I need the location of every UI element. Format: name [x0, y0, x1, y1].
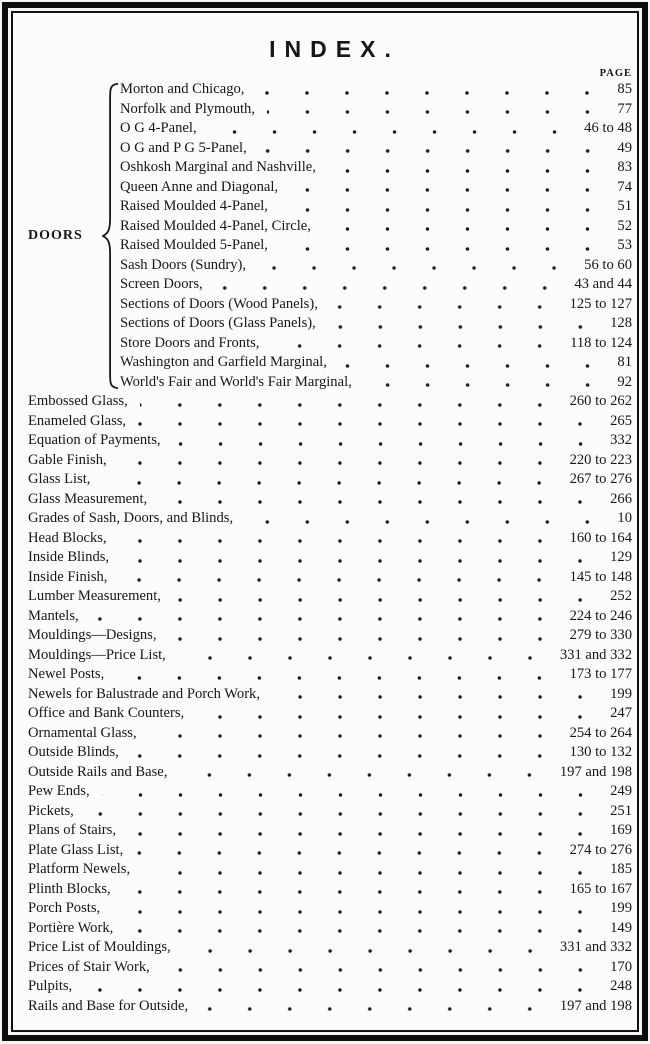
- entry-page: 249: [610, 783, 632, 799]
- index-row: [28, 490, 632, 510]
- dot-leader: [159, 490, 604, 510]
- entry-title: Plate Glass List,: [28, 841, 124, 858]
- index-row: [120, 236, 632, 256]
- index-row: [28, 392, 632, 412]
- index-row: [28, 412, 632, 432]
- index-row: [28, 782, 632, 802]
- entry-title: Grades of Sash, Doors, and Blinds,: [28, 510, 234, 526]
- dot-leader: [271, 334, 564, 354]
- entry-page: 199: [610, 900, 632, 916]
- dot-leader: [200, 997, 554, 1017]
- entry-title: Outside Rails and Base,: [28, 763, 168, 780]
- entry-page: 251: [610, 802, 632, 819]
- entry-page: 10: [617, 510, 632, 526]
- entry-page: 92: [617, 373, 632, 390]
- entry-page: 260 to 262: [569, 393, 632, 409]
- dot-leader: [328, 314, 604, 334]
- entry-title: Raised Moulded 5-Panel,: [120, 237, 268, 253]
- dot-leader: [86, 802, 604, 822]
- entry-page: 51: [617, 198, 632, 214]
- entry-title: Morton and Chicago,: [120, 81, 245, 97]
- entry-page: 170: [610, 958, 632, 975]
- entry-title: Raised Moulded 4-Panel, Circle,: [120, 217, 311, 234]
- entry-title: Glass Measurement,: [28, 490, 148, 507]
- entry-page: 169: [610, 822, 632, 838]
- index-row: [28, 724, 632, 744]
- page-title: INDEX.: [269, 36, 400, 62]
- dot-leader: [125, 919, 604, 939]
- dot-leader: [267, 100, 611, 120]
- page-column-header: PAGE: [599, 68, 632, 79]
- entry-title: Pickets,: [28, 802, 74, 819]
- index-row: [120, 100, 632, 120]
- entry-title: Sections of Doors (Wood Panels),: [120, 295, 318, 312]
- index-row: [120, 334, 632, 354]
- entry-title: Newel Posts,: [28, 666, 105, 682]
- entry-title: World's Fair and World's Fair Marginal,: [120, 373, 352, 390]
- index-row: [28, 997, 632, 1017]
- index-row: [28, 958, 632, 978]
- entry-page: 267 to 276: [569, 471, 632, 487]
- index-row: [28, 529, 632, 549]
- dot-leader: [196, 704, 604, 724]
- dot-leader: [121, 548, 604, 568]
- entry-title: Plinth Blocks,: [28, 880, 111, 897]
- index-row: [120, 314, 632, 334]
- dot-leader: [102, 470, 563, 490]
- dot-leader: [290, 178, 611, 198]
- entry-title: Lumber Measurement,: [28, 588, 161, 604]
- entry-page: 199: [610, 685, 632, 702]
- dot-leader: [178, 646, 554, 666]
- entry-page: 160 to 164: [569, 529, 632, 546]
- dot-leader: [138, 412, 604, 432]
- dot-leader: [339, 353, 612, 373]
- dot-leader: [123, 880, 564, 900]
- index-row: [120, 158, 632, 178]
- entry-page: 145 to 148: [569, 568, 632, 585]
- index-row: [28, 587, 632, 607]
- index-row: [28, 919, 632, 939]
- index-row: [28, 626, 632, 646]
- index-row: [28, 431, 632, 451]
- entry-title: Pew Ends,: [28, 783, 90, 799]
- index-row: [28, 977, 632, 997]
- entry-page: 185: [610, 861, 632, 877]
- index-row: [28, 607, 632, 627]
- entry-title: Newels for Balustrade and Porch Work,: [28, 685, 260, 702]
- entry-page: 149: [610, 919, 632, 936]
- entry-page: 254 to 264: [569, 724, 632, 741]
- index-row: [28, 763, 632, 783]
- dot-leader: [112, 899, 604, 919]
- entry-title: Gable Finish,: [28, 451, 107, 468]
- entry-title: Platform Newels,: [28, 861, 131, 877]
- dot-leader: [215, 275, 569, 295]
- index-row: [28, 685, 632, 705]
- index-row: [28, 802, 632, 822]
- entry-page: 165 to 167: [569, 880, 632, 897]
- entry-page: 74: [617, 178, 632, 195]
- index-row: [120, 178, 632, 198]
- index-row: [120, 119, 632, 139]
- dot-leader: [280, 236, 611, 256]
- dot-leader: [149, 724, 564, 744]
- entry-page: 265: [610, 412, 632, 429]
- entry-title: Rails and Base for Outside,: [28, 997, 189, 1014]
- entry-title: Office and Bank Counters,: [28, 705, 185, 721]
- index-row: [28, 860, 632, 880]
- entry-title: O G and P G 5-Panel,: [120, 139, 247, 156]
- entry-page: 247: [610, 705, 632, 721]
- entry-title: Inside Blinds,: [28, 549, 110, 565]
- entry-title: O G 4-Panel,: [120, 120, 197, 136]
- entry-page: 53: [617, 237, 632, 253]
- index-row: [28, 509, 632, 529]
- dot-leader: [330, 295, 564, 315]
- dot-leader: [91, 607, 564, 627]
- dot-leader: [209, 119, 579, 139]
- index-page: [28, 0, 632, 1044]
- dot-leader: [173, 431, 605, 451]
- index-row: [28, 743, 632, 763]
- entry-title: Mouldings—Designs,: [28, 627, 157, 643]
- dot-leader: [102, 782, 604, 802]
- entry-page: 331 and 332: [559, 646, 632, 663]
- entry-page: 77: [617, 100, 632, 117]
- dot-leader: [183, 938, 554, 958]
- dot-leader: [131, 743, 564, 763]
- index-row: [120, 295, 632, 315]
- index-row: [28, 821, 632, 841]
- entry-title: Prices of Stair Work,: [28, 958, 150, 975]
- entry-page: 197 and 198: [559, 763, 632, 780]
- dot-leader: [259, 139, 612, 159]
- entry-page: 331 and 332: [559, 939, 632, 955]
- doors-section-label: [28, 80, 102, 392]
- entry-page: 252: [610, 588, 632, 604]
- index-row: [28, 646, 632, 666]
- entry-page: 118 to 124: [570, 334, 632, 351]
- entry-title: Head Blocks,: [28, 529, 107, 546]
- index-row: [120, 197, 632, 217]
- dot-leader: [272, 685, 604, 705]
- entry-page: 197 and 198: [559, 997, 632, 1014]
- entry-page: 266: [610, 490, 632, 507]
- entry-title: Plans of Stairs,: [28, 822, 116, 838]
- entry-title: Ornamental Glass,: [28, 724, 137, 741]
- dot-leader: [135, 841, 563, 861]
- index-row: [120, 217, 632, 237]
- doors-brace: [102, 80, 120, 392]
- entry-title: Embossed Glass,: [28, 393, 128, 409]
- index-row: [28, 938, 632, 958]
- entry-page: 46 to 48: [584, 120, 632, 136]
- dot-leader: [84, 977, 604, 997]
- index-row: [28, 665, 632, 685]
- dot-leader: [169, 626, 564, 646]
- entry-title: Queen Anne and Diagonal,: [120, 178, 279, 195]
- entry-title: Enameled Glass,: [28, 412, 127, 429]
- index-row: [28, 451, 632, 471]
- index-row: [28, 880, 632, 900]
- dot-leader: [162, 958, 604, 978]
- dot-leader: [256, 80, 611, 100]
- dot-leader: [119, 529, 564, 549]
- index-row: [28, 899, 632, 919]
- entry-page: 129: [610, 549, 632, 565]
- index-row: [28, 470, 632, 490]
- index-row: [120, 80, 632, 100]
- entry-page: 332: [610, 432, 632, 448]
- index-row: [28, 841, 632, 861]
- entry-page: 43 and 44: [574, 276, 632, 292]
- dot-leader: [119, 568, 563, 588]
- entry-title: Equation of Payments,: [28, 432, 161, 448]
- dot-leader: [245, 509, 611, 529]
- index-row: [120, 139, 632, 159]
- dot-leader: [116, 665, 563, 685]
- entry-page: 85: [617, 81, 632, 97]
- curly-brace-icon: [102, 83, 120, 389]
- dot-leader: [128, 821, 604, 841]
- dot-leader: [323, 217, 612, 237]
- entry-page: 130 to 132: [569, 744, 632, 760]
- entry-page: 125 to 127: [569, 295, 632, 312]
- entry-page: 248: [610, 978, 632, 994]
- index-row: [28, 704, 632, 724]
- index-row: [120, 256, 632, 276]
- index-row: [120, 373, 632, 393]
- entry-page: 56 to 60: [584, 256, 632, 273]
- entry-page: 52: [617, 217, 632, 234]
- dot-leader: [364, 373, 612, 393]
- dot-leader: [280, 197, 611, 217]
- doors-label-text: DOORS: [28, 228, 83, 243]
- entry-page: 279 to 330: [569, 627, 632, 643]
- dot-leader: [258, 256, 578, 276]
- entry-title: Mantels,: [28, 607, 79, 624]
- dot-leader: [119, 451, 564, 471]
- entry-title: Washington and Garfield Marginal,: [120, 354, 327, 370]
- entry-title: Inside Finish,: [28, 568, 108, 585]
- doors-entry-list: [120, 80, 632, 392]
- index-row: [28, 568, 632, 588]
- index-row: [120, 275, 632, 295]
- entry-title: Store Doors and Fronts,: [120, 334, 260, 351]
- entry-title: Oshkosh Marginal and Nashville,: [120, 159, 316, 175]
- index-row: [28, 548, 632, 568]
- entry-title: Outside Blinds,: [28, 744, 119, 760]
- dot-leader: [140, 392, 564, 412]
- entry-title: Portière Work,: [28, 919, 114, 936]
- entry-page: 220 to 223: [569, 451, 632, 468]
- entry-page: 274 to 276: [569, 841, 632, 858]
- dot-leader: [142, 860, 604, 880]
- dot-leader: [179, 763, 553, 783]
- entry-title: Porch Posts,: [28, 900, 101, 916]
- index-row: [120, 353, 632, 373]
- entry-title: Glass List,: [28, 471, 91, 487]
- entry-title: Sash Doors (Sundry),: [120, 256, 247, 273]
- entry-page: 81: [617, 354, 632, 370]
- entry-page: 173 to 177: [569, 666, 632, 682]
- index-entry-list: [28, 392, 632, 1016]
- entry-title: Sections of Doors (Glass Panels),: [120, 315, 316, 331]
- entry-title: Raised Moulded 4-Panel,: [120, 198, 268, 214]
- entry-page: 49: [617, 139, 632, 156]
- doors-section: [28, 80, 632, 392]
- entry-title: Price List of Mouldings,: [28, 939, 171, 955]
- dot-leader: [173, 587, 604, 607]
- entry-page: 224 to 246: [569, 607, 632, 624]
- entry-title: Screen Doors,: [120, 276, 203, 292]
- dot-leader: [328, 158, 611, 178]
- entry-page: 83: [617, 159, 632, 175]
- entry-title: Pulpits,: [28, 978, 73, 994]
- entry-title: Mouldings—Price List,: [28, 646, 166, 663]
- entry-title: Norfolk and Plymouth,: [120, 100, 255, 117]
- entry-page: 128: [610, 315, 632, 331]
